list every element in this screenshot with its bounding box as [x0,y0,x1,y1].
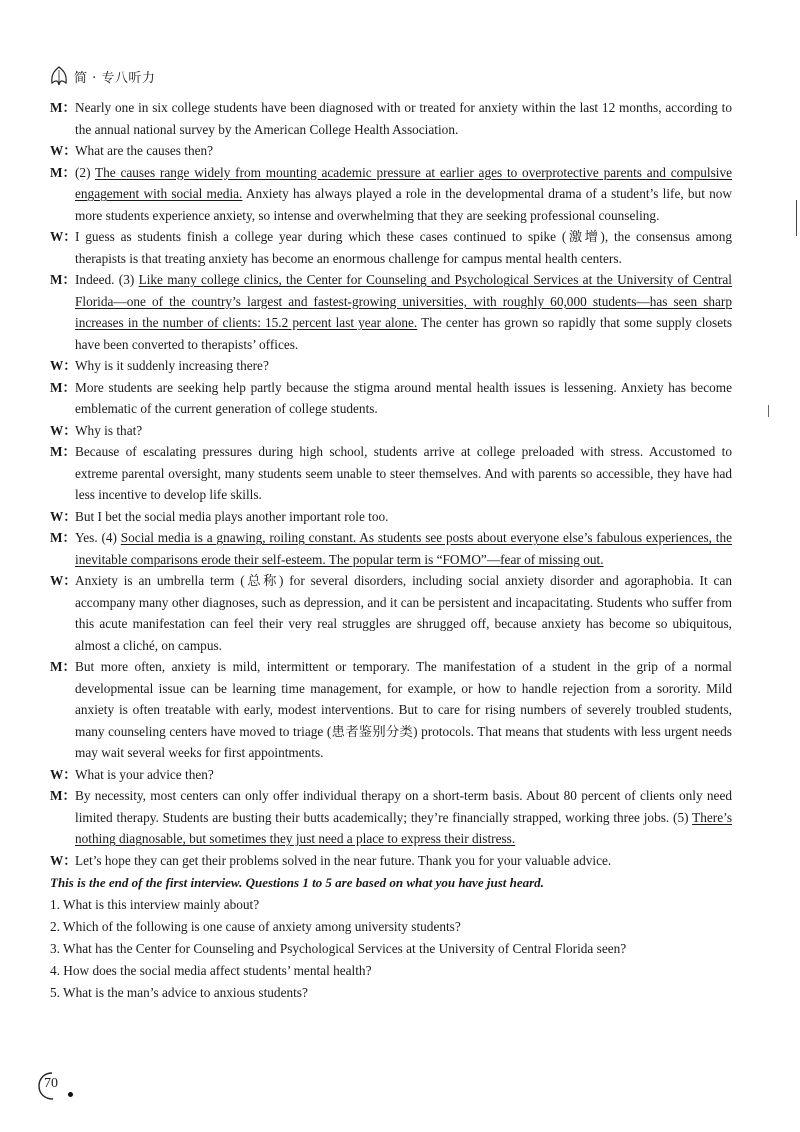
speaker-label: W： [50,508,77,524]
speaker-label: M： [50,164,76,180]
turn-text [75,656,732,764]
speaker-label: M： [50,530,76,545]
speaker-label: M： [50,379,76,395]
turn-text-segment: More students are seeking help partly because the stigma around mental health issues is lessening. Anxiety has become emblematic of the current generation of college students. [75,379,732,416]
dialogue-turn [50,527,732,570]
dialogue-turn [50,377,732,420]
turn-text-segment: By necessity, most centers can only offer individual therapy on a short-term basis. About 80 percent of clients only need limited therapy. Students are busting their butts academically; they’re financially strapped, working three jobs. (5) [75,788,732,825]
dialogue-turn [50,269,732,355]
transcript [50,97,732,1004]
speaker-label: W： [50,766,77,782]
question-item: 5. What is the man’s advice to anxious students? [50,985,308,1000]
dialogue-turn [50,162,732,227]
dialogue-turn [50,140,732,162]
turn-text-segment: Indeed. (3) [75,272,139,287]
speaker-label: W： [50,143,77,158]
dialogue-turn [50,764,732,786]
dialogue-turn [50,785,732,850]
turn-text [75,420,732,442]
speaker-label: W： [50,573,77,588]
dialogue-turn [50,506,732,528]
question-item: 3. What has the Center for Counseling and Psychological Services at the University of Central Florida seen? [50,941,627,956]
underlined-answer-text: There’s nothing diagnosable, but sometimes they just need a place to express their distress. [75,809,732,846]
page-number: 70 [44,1076,58,1091]
speaker-label: M： [50,659,76,674]
turn-text [75,850,732,872]
underlined-answer-text: Social media is a gnawing, roiling constant. As students see posts about everyone else’s fabulous experiences, the inevitable comparisons erode their self-esteem. The popular term is “FOMO”—fear of missing out. [75,530,732,567]
speaker-label: M： [50,272,76,287]
turn-text [75,97,732,140]
turn-text-segment: But I bet the social media plays another important role too. [75,508,389,524]
turn-text [75,269,732,355]
turn-text [75,140,732,162]
question-list [50,894,732,1004]
turn-text [75,785,732,850]
speaker-label: W： [50,852,77,868]
turn-text-segment: The center has grown so rapidly that some supply closets have been converted to therapists’ offices. [75,315,733,352]
underlined-answer-text: Like many college clinics, the Center for Counseling and Psychological Services at the University of Central Florida—one of the country’s largest and fastest-growing universities, with roughly 60,000 students—has seen sharp increases in the number of clients: 15.2 percent last year alone. [75,272,732,330]
turn-text-segment: What are the causes then? [75,143,214,158]
dialogue-turn [50,850,732,872]
speaker-label: M： [50,444,76,459]
book-logo-icon [48,65,70,87]
dialogue-turn [50,441,732,506]
turn-text-segment: (2) [75,164,96,180]
turn-text [75,162,732,227]
speaker-label: W： [50,422,77,438]
turn-text [75,355,732,377]
turn-text-segment: Why is that? [75,422,143,438]
turn-text [75,570,732,656]
turn-text [75,226,732,269]
turn-text-segment: Yes. (4) [75,530,121,545]
underlined-answer-text: The causes range widely from mounting academic pressure at earlier ages to overprotective parents and compulsive engagement with social media. [75,164,733,201]
turn-text-segment: Nearly one in six college students have been diagnosed with or treated for anxiety within the last 12 months, according to the annual national survey by the American College Health Association. [75,100,732,137]
header-title: 简 · 专八听力 [74,70,156,86]
dialogue-turn [50,656,732,764]
dialogue-turn [50,420,732,442]
speaker-label: M： [50,100,76,115]
dialogue-turn [50,355,732,377]
turn-text-segment: Anxiety has always played a role in the developmental drama of a student’s life, but now more students experience anxiety, so intense and overwhelming that they are seeking professional counseling. [75,186,733,223]
page-dot [68,1092,73,1097]
turn-text-segment: Anxiety is an umbrella term (总称) for several disorders, including social anxiety disorder and agoraphobia. It can accompany many other diagnoses, such as depression, and it can be persistent and incapacitating. Students who suffer from this acute manifestation can feel their very real struggles are shrugged off, because anxiety has become so ubiquitous, almost a cliché, on campus. [75,573,732,653]
turn-text [75,506,732,528]
speaker-label: W： [50,358,77,373]
dialogue-list [50,97,732,871]
end-note: This is the end of the first interview. Questions 1 to 5 are based on what you have just heard. [50,875,544,890]
dialogue-turn [50,570,732,656]
dialogue-turn [50,226,732,269]
page-header [48,64,155,88]
turn-text [75,764,732,786]
question-item: 1. What is this interview mainly about? [50,897,260,912]
question-item: 4. How does the social media affect students’ mental health? [50,963,372,978]
turn-text-segment: What is your advice then? [75,766,214,782]
question-item: 2. Which of the following is one cause of anxiety among university students? [50,919,461,934]
turn-text [75,377,732,420]
turn-text-segment: I guess as students finish a college year during which these cases continued to spike (激增), the consensus among therapists is that treating anxiety has become an enormous challenge for campus mental health centers. [75,229,732,266]
turn-text-segment: Because of escalating pressures during high school, students arrive at college preloaded with stress. Accustomed to extreme parental oversight, many students seem unable to steer themselves. And with parents so accessible, they have had less incentive to develop life skills. [75,444,732,502]
speaker-label: W： [50,229,77,244]
dialogue-turn [50,97,732,140]
turn-text-segment: But more often, anxiety is mild, intermittent or temporary. The manifestation of a student in the grip of a normal developmental issue can be learning time management, for example, or how to handle rejection from a sorority. Mild anxiety is often treatable with early, modest interventions. But to care for rising numbers of severely troubled students, many counseling centers have moved to triage (患者鉴别分类) protocols. That means that students with less urgent needs may wait several weeks for first appointments. [75,659,732,760]
turn-text-segment: Why is it suddenly increasing there? [75,358,269,373]
turn-text [75,527,732,570]
margin-mark-small [768,405,769,417]
turn-text [75,441,732,506]
speaker-label: M： [50,788,76,803]
margin-mark [796,200,797,236]
turn-text-segment: Let’s hope they can get their problems solved in the near future. Thank you for your valuable advice. [75,852,612,868]
